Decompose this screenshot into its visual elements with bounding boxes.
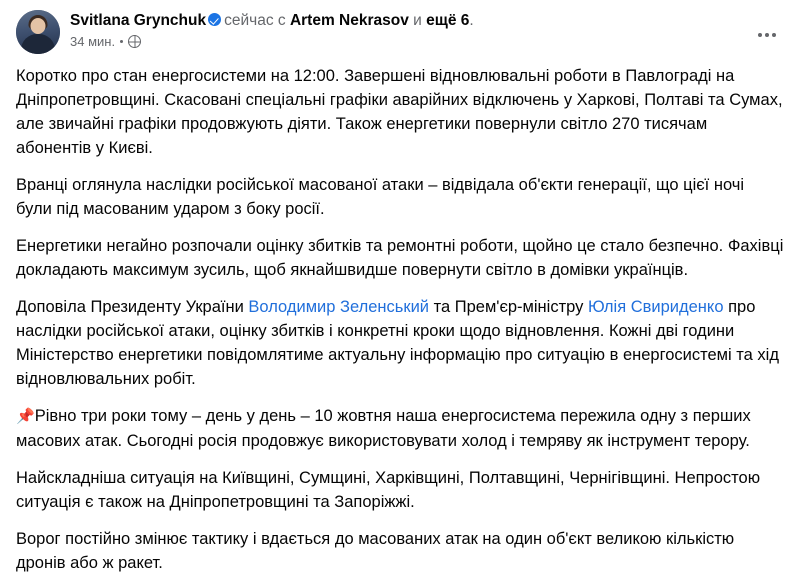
- post-header: [16, 10, 784, 60]
- more-dot-3: [772, 33, 776, 37]
- post-timestamp[interactable]: 34 мин.: [70, 34, 116, 49]
- verified-badge-icon: [208, 13, 221, 26]
- more-dot-2: [765, 33, 769, 37]
- mention-link-zelenskyy[interactable]: Володимир Зеленський: [248, 298, 430, 316]
- more-options-icon[interactable]: [750, 18, 784, 52]
- post-body: [16, 60, 784, 575]
- others-count[interactable]: ещё 6: [426, 12, 470, 29]
- post-paragraph: Вранці оглянула наслідки російської масованої атаки – відвідала об'єкти генерації, що цієї ночі були під масованим ударом з боку росії.: [16, 176, 745, 218]
- and-text: и: [413, 12, 422, 29]
- post-byline: [70, 11, 784, 31]
- byline-period: .: [469, 12, 474, 29]
- globe-icon[interactable]: [128, 35, 141, 48]
- post-paragraph: Ворог постійно змінює тактику і вдається до масованих атак на один об'єкт великою кількістю дронів або ж ракет.: [16, 530, 735, 572]
- paragraph4-after: про наслідки російської атаки, оцінку збитків і конкретні кроки щодо відновлення. Кожні дві години Міністерство енергетики повідомлятиме актуальну інформацію про ситуацію в енергосистемі та хід відновлювальних робіт.: [16, 298, 779, 388]
- post-paragraph: Найскладніша ситуація на Київщині, Сумщині, Харківщині, Полтавщині, Чернігівщині. Непростою ситуація є також на Дніпропетровщині та Запоріжжі.: [16, 469, 761, 511]
- coauthor-name[interactable]: Artem Nekrasov: [289, 12, 409, 29]
- author-name[interactable]: Svitlana Grynchuk: [70, 12, 207, 29]
- meta-separator-dot: [120, 40, 123, 43]
- paragraph4-middle: та Прем'єр-міністру: [429, 298, 588, 316]
- post-meta: [70, 33, 784, 50]
- avatar-head: [31, 18, 46, 34]
- pin-emoji-icon: 📌: [16, 408, 35, 425]
- more-dot-1: [758, 33, 762, 37]
- post-header-text: [70, 10, 784, 50]
- post-paragraph: Енергетики негайно розпочали оцінку збитків та ремонтні роботи, щойно це стало безпечно. Фахівці докладають максимум зусиль, щоб якнайшвидше повернути світло в домівки українців.: [16, 237, 784, 279]
- post-paragraph: Коротко про стан енергосистеми на 12:00. Завершені відновлювальні роботи в Павлограді на Дніпропетровщині. Скасовані спеціальні графіки аварійних відключень у Харкові, Полтаві та Сумах, але звичайні графіки продовжують діяти. Також енергетики повернули світло 270 тисячам абонентів у Києві.: [16, 67, 783, 157]
- post-paragraph-with-mentions: [16, 295, 784, 391]
- paragraph4-before: Доповіла Президенту України: [16, 298, 249, 316]
- paragraph5-text: Рівно три роки тому – день у день – 10 жовтня наша енергосистема пережила одну з перших масових атак. Сьогодні росія продовжує використовувати холод і темряву як інструмент терору.: [16, 407, 751, 450]
- mention-link-svyrydenko[interactable]: Юлія Свириденко: [587, 298, 724, 316]
- with-text: сейчас с: [224, 12, 286, 29]
- avatar[interactable]: [16, 10, 60, 54]
- post-paragraph-pinned: [16, 404, 784, 453]
